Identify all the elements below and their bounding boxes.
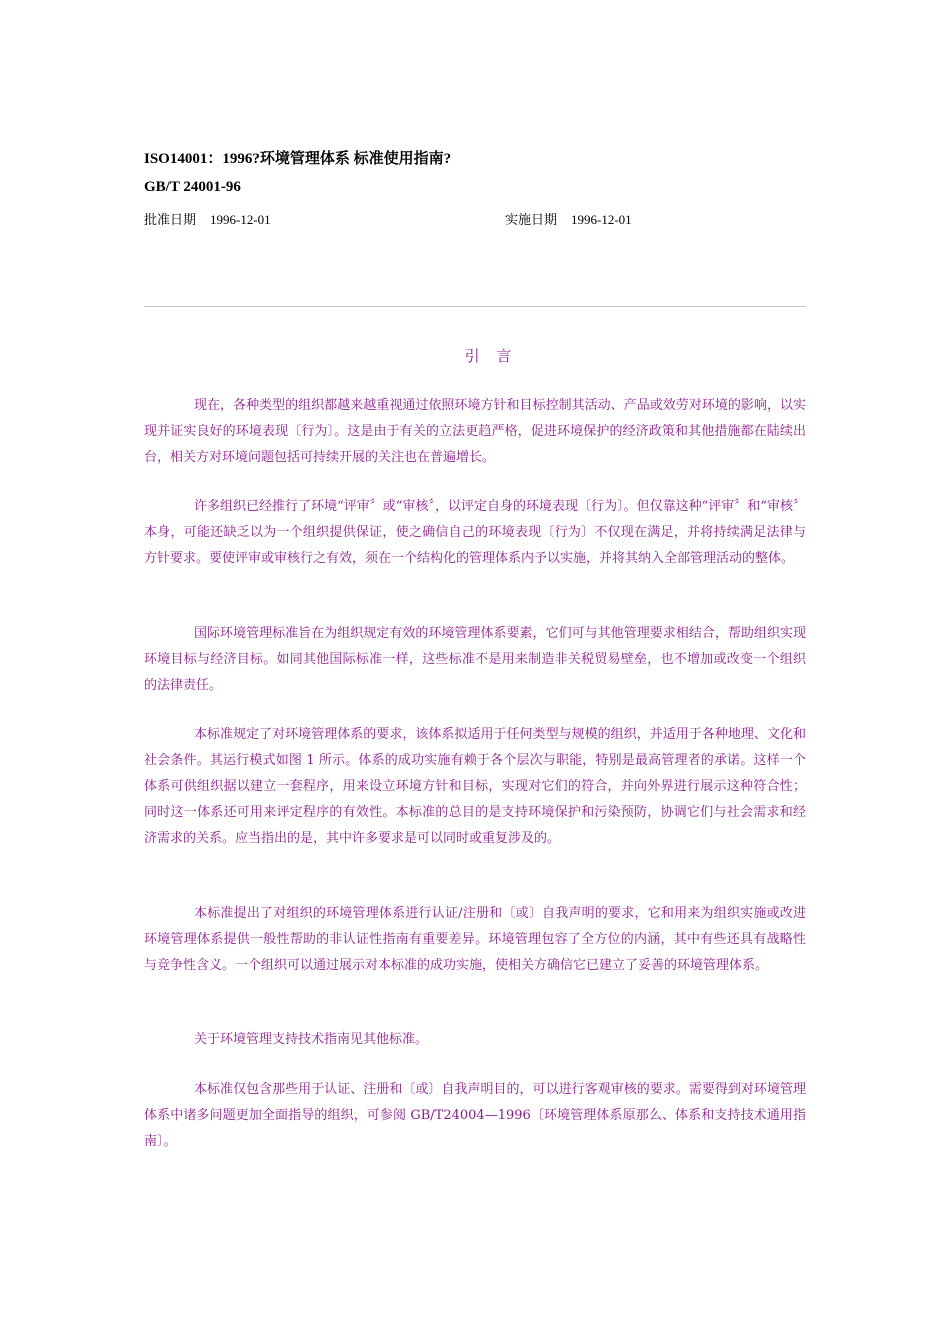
effective-date-label: 实施日期 bbox=[505, 212, 558, 227]
effective-date-block bbox=[505, 209, 632, 228]
effective-date-value: 1996-12-01 bbox=[571, 212, 632, 227]
approval-date-value: 1996-12-01 bbox=[210, 212, 271, 227]
approval-date-label: 批准日期 bbox=[144, 212, 197, 227]
standard-code: GB/T 24001-96 bbox=[144, 179, 241, 195]
document-title: ISO14001：1996?环境管理体系 标准使用指南? bbox=[144, 151, 452, 167]
paragraph: 关于环境管理支持技术指南见其他标准。 bbox=[194, 1032, 429, 1047]
paragraph: 本标准提出了对组织的环境管理体系进行认证/注册和〔或〕自我声明的要求，它和用来为组织实施或改进环境管理体系提供一般性帮助的非认证性指南有重要差异。环境管理包容了全方位的内涵，其中有些还具有战略性与竞争性含义。一个组织可以通过展示对本标准的成功实施，使相关方确信它已建立了妥善的环境管理体系。 bbox=[144, 906, 806, 973]
section-heading: 引 言 bbox=[464, 347, 518, 365]
paragraph: 现在，各种类型的组织都越来越重视通过依照环境方针和目标控制其活动、产品或效劳对环境的影响，以实现并证实良好的环境表现〔行为〕。这是由于有关的立法更趋严格，促进环境保护的经济政策和其他措施都在陆续出台，相关方对环境问题包括可持续开展的关注也在普遍增长。 bbox=[144, 398, 806, 465]
header-divider bbox=[144, 306, 806, 307]
paragraph: 许多组织已经推行了环境“评审〞或“审核〞，以评定自身的环境表现〔行为〕。但仅靠这种“评审〞和“审核〞本身，可能还缺乏以为一个组织提供保证，使之确信自己的环境表现〔行为〕不仅现在满足，并将持续满足法律与方针要求。要使评审或审核行之有效，须在一个结构化的管理体系内予以实施，并将其纳入全部管理活动的整体。 bbox=[144, 499, 806, 566]
approval-date-block bbox=[144, 209, 271, 228]
paragraph: 本标准规定了对环境管理体系的要求，该体系拟适用于任何类型与规模的组织，并适用于各种地理、文化和社会条件。其运行模式如图 1 所示。体系的成功实施有赖于各个层次与职能，特别是最高管理者的承诺。这样一个体系可供组织据以建立一套程序，用来设立环境方针和目标，实现对它们的符合，并向外界进行展示这种符合性；同时这一体系还可用来评定程序的有效性。本标准的总目的是支持环境保护和污染预防，协调它们与社会需求和经济需求的关系。应当指出的是，其中许多要求是可以同时或重复涉及的。 bbox=[144, 727, 806, 846]
paragraph: 本标准仅包含那些用于认证、注册和〔或〕自我声明目的，可以进行客观审核的要求。需要得到对环境管理体系中诸多问题更加全面指导的组织，可参阅 GB/T24004—1996〔环境管理体系原那么、体系和支持技术通用指南〕。 bbox=[144, 1082, 806, 1149]
paragraph: 国际环境管理标准旨在为组织规定有效的环境管理体系要素，它们可与其他管理要求相结合，帮助组织实现环境目标与经济目标。如同其他国际标准一样，这些标准不是用来制造非关税贸易壁垒，也不增加或改变一个组织的法律责任。 bbox=[144, 626, 806, 693]
